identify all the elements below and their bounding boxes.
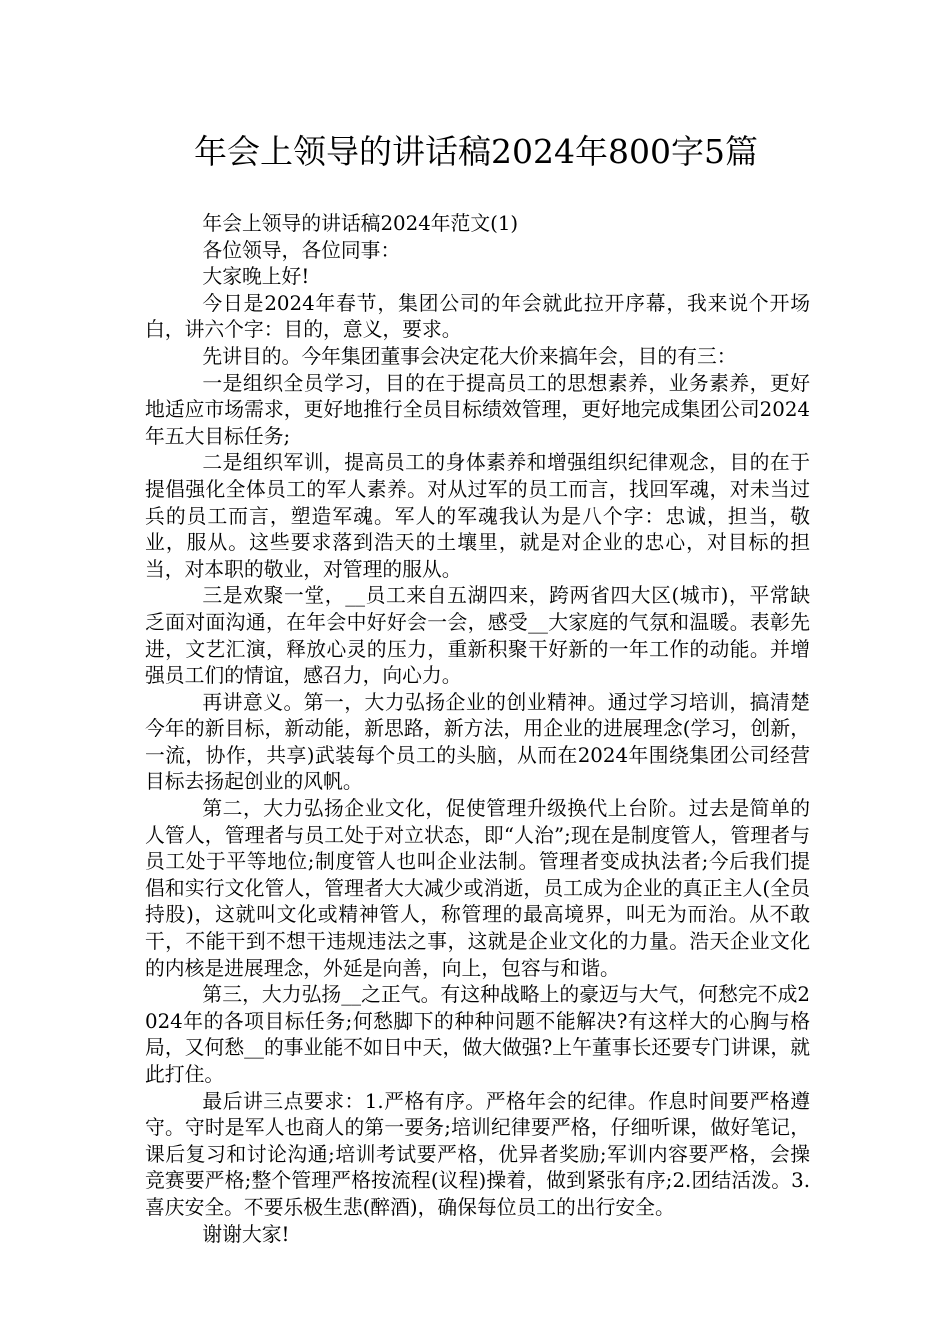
paragraph-meaning-2: 第二，大力弘扬企业文化，促使管理升级换代上台阶。过去是简单的人管人，管理者与员工处于对立状态，即“人治”;现在是制度管人，管理者与员工处于平等地位;制度管人也叫企业法制。管理者变成执法者;今后我们提倡和实行文化管人，管理者大大减少或消逝，员工成为企业的真正主人(全员持股)，这就叫文化或精神管人，称管理的最高境界，叫无为而治。从不敢干，不能干到不想干违规违法之事，这就是企业文化的力量。浩天企业文化的内核是进展理念，外延是向善，向上，包容与和谐。 — [145, 797, 810, 980]
paragraph-purpose-2: 二是组织军训，提高员工的身体素养和增强组织纪律观念，目的在于提倡强化全体员工的军人素养。对从过军的员工而言，找回军魂，对未当过兵的员工而言，塑造军魂。军人的军魂我认为是八个字：忠诚，担当，敬业，服从。这些要求落到浩天的土壤里，就是对企业的忠心，对目标的担当，对本职的敬业，对管理的服从。 — [145, 451, 810, 581]
document-page — [145, 125, 810, 1248]
paragraph-greeting: 大家晚上好! — [202, 265, 310, 289]
paragraph-requirements: 最后讲三点要求：1.严格有序。严格年会的纪律。作息时间要严格遵守。守时是军人也商人的第一要务;培训纪律要严格，仔细听课，做好笔记，课后复习和讨论沟通;培训考试要严格，优异者奖励;军训内容要严格，会操竞赛要严格;整个管理严格按流程(议程)操着，做到紧张有序;2.团结活泼。3.喜庆安全。不要乐极生悲(醉酒)，确保每位员工的出行安全。 — [145, 1089, 810, 1219]
paragraph-meaning-3: 第三，大力弘扬__之正气。有这种战略上的豪迈与大气，何愁完不成2024年的各项目标任务;何愁脚下的种种问题不能解决?有这样大的心胸与格局，又何愁__的事业能不如日中天，做大做强?上午董事长还要专门讲课，就此打住。 — [145, 983, 810, 1086]
paragraph-purpose-3: 三是欢聚一堂，__员工来自五湖四来，跨两省四大区(城市)，平常缺乏面对面沟通，在年会中好好会一会，感受__大家庭的气氛和温暖。表彰先进，文艺汇演，释放心灵的压力，重新积聚干好新的一年工作的动能。并增强员工们的情谊，感召力，向心力。 — [145, 584, 810, 688]
paragraph-opening: 今日是2024年春节，集团公司的年会就此拉开序幕，我来说个开场白，讲六个字：目的，意义，要求。 — [145, 291, 810, 342]
paragraph-salutation: 各位领导，各位同事： — [202, 238, 401, 262]
paragraph-purpose-intro: 先讲目的。今年集团董事会决定花大价来搞年会，目的有三： — [202, 344, 737, 368]
document-title: 年会上领导的讲话稿2024年800字5篇 — [194, 132, 758, 171]
paragraph-closing: 谢谢大家! — [202, 1222, 290, 1246]
paragraph-meaning-1: 再讲意义。第一，大力弘扬企业的创业精神。通过学习培训，搞清楚今年的新目标，新动能，新思路，新方法，用企业的进展理念(学习，创新，一流，协作，共享)武装每个员工的头脑，从而在2024年围绕集团公司经营目标去扬起创业的风帆。 — [145, 690, 810, 794]
paragraph-purpose-1: 一是组织全员学习，目的在于提高员工的思想素养，业务素养，更好地适应市场需求，更好地推行全员目标绩效管理，更好地完成集团公司2024年五大目标任务; — [145, 371, 810, 448]
paragraph-section-heading: 年会上领导的讲话稿2024年范文(1) — [202, 212, 519, 235]
document-body — [145, 211, 810, 1248]
